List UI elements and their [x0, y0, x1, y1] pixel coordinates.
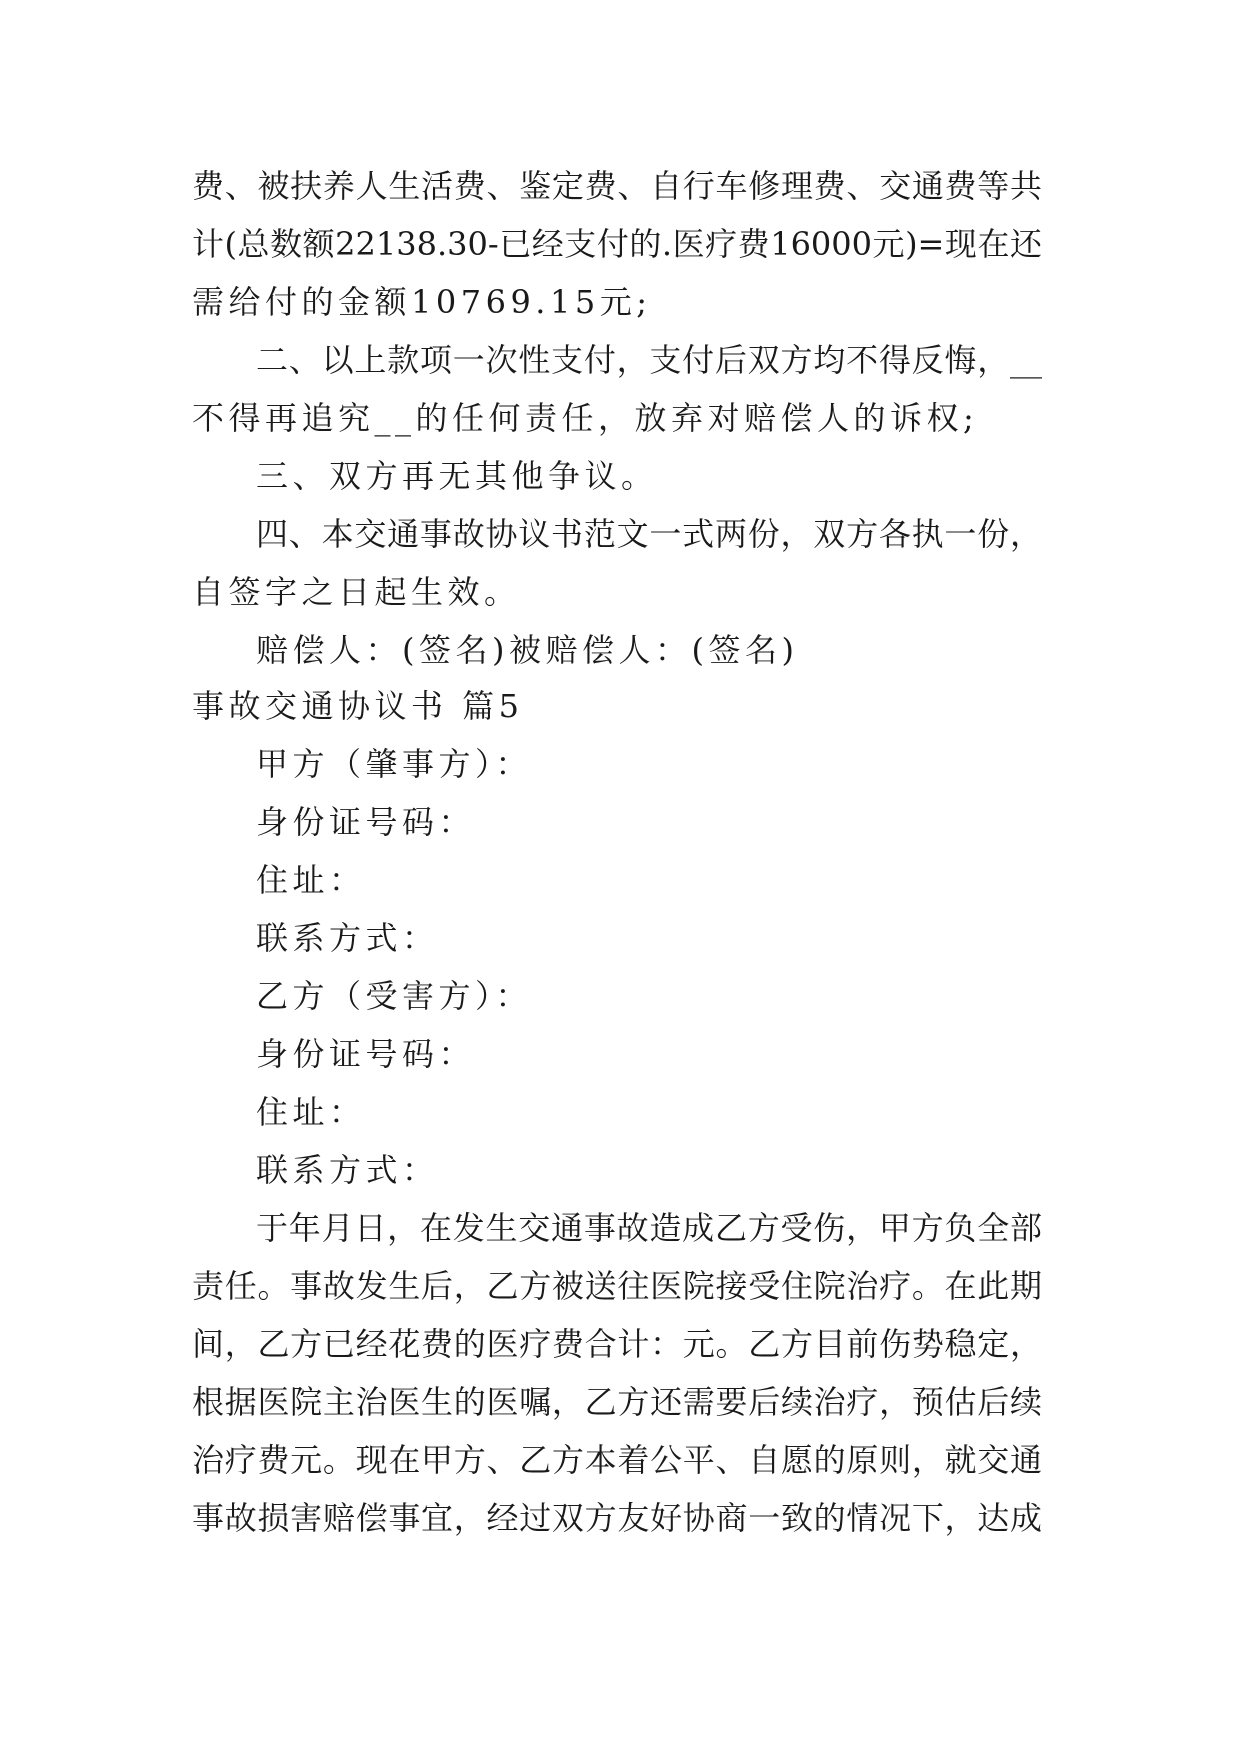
paragraph-line: 根据医院主治医生的医嘱，乙方还需要后续治疗，预估后续 [192, 1383, 1042, 1421]
contact-label: 联系方式： [256, 919, 439, 957]
contact-label: 联系方式： [256, 1151, 439, 1189]
party-b-label: 乙方（受害方）： [256, 977, 533, 1015]
id-number-label: 身份证号码： [256, 803, 476, 841]
clause-two-line: 二、以上款项一次性支付，支付后双方均不得反悔，__ [256, 341, 1042, 379]
paragraph-line: 不得再追究__的任何责任，放弃对赔偿人的诉权; [192, 399, 979, 437]
address-label: 住址： [256, 861, 366, 899]
clause-three-line: 三、双方再无其他争议。 [256, 457, 658, 495]
paragraph-line: 治疗费元。现在甲方、乙方本着公平、自愿的原则，就交通 [192, 1441, 1042, 1479]
paragraph-line: 间，乙方已经花费的医疗费合计：元。乙方目前伤势稳定， [192, 1325, 1042, 1363]
paragraph-line: 事故损害赔偿事宜，经过双方友好协商一致的情况下，达成 [192, 1499, 1042, 1537]
signature-line: 赔偿人：(签名)被赔偿人：(签名) [256, 631, 799, 669]
section-heading: 事故交通协议书 篇5 [192, 687, 524, 725]
clause-four-line: 四、本交通事故协议书范文一式两份，双方各执一份， [256, 515, 1042, 553]
paragraph-line: 计(总数额22138.30-已经支付的.医疗费16000元)=现在还 [192, 225, 1042, 263]
paragraph-line: 责任。事故发生后，乙方被送往医院接受住院治疗。在此期 [192, 1267, 1042, 1305]
paragraph-line: 需给付的金额10769.15元; [192, 283, 652, 321]
paragraph-line: 于年月日，在发生交通事故造成乙方受伤，甲方负全部 [256, 1209, 1042, 1247]
paragraph-line: 自签字之日起生效。 [192, 573, 521, 611]
party-a-label: 甲方（肇事方）： [256, 745, 533, 783]
address-label: 住址： [256, 1093, 366, 1131]
id-number-label: 身份证号码： [256, 1035, 476, 1073]
paragraph-line: 费、被扶养人生活费、鉴定费、自行车修理费、交通费等共 [192, 167, 1042, 205]
